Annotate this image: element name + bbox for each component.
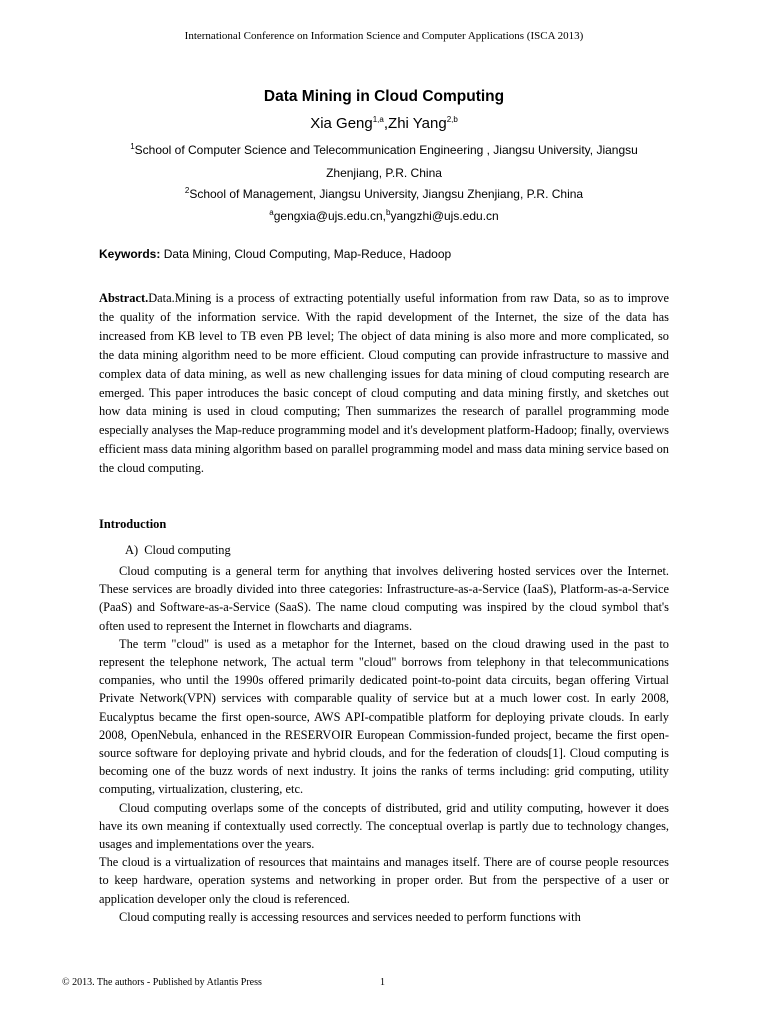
paper-title: Data Mining in Cloud Computing	[263, 88, 505, 105]
email-2-superscript: b	[386, 208, 391, 217]
abstract-text: Data.Mining is a process of extracting potentially useful information from raw Data, so as to improve the quality of the information service. With the rapid development of the Internet, the size of the data has increased from KB level to TB even PB level; The object of data mining is also more and more complicated, so the data mining algorithm need to be more efficient. Cloud computing can provide infrastructure to massive and complex data of data mining, as well as new challenging issues for data mining of cloud computing research are emerged. This paper introduces the basic concept of cloud computing and data mining firstly, and sketches out how data mining is used in cloud computing; Then summarizes the research of parallel programming mode especially analyses the Map-reduce programming model and it's development platform-Hadoop; finally, overviews efficient mass data mining algorithm based on parallel programming model and mass data mining service based on the cloud computing.	[99, 291, 669, 476]
affiliation-2-superscript: 2	[184, 186, 190, 195]
keywords	[99, 247, 679, 261]
author-1-name: Xia Geng	[310, 115, 373, 132]
affiliation-1-superscript: 1	[130, 142, 135, 151]
section-heading-introduction: Introduction	[99, 517, 167, 531]
email-1: gengxia@ujs.edu.cn,	[273, 209, 386, 223]
affiliation-1-line-2: Zhenjiang, P.R. China	[326, 166, 442, 180]
keywords-label: Keywords:	[99, 247, 161, 261]
paragraph-5: Cloud computing really is accessing resources and services needed to perform functions with	[119, 909, 581, 924]
abstract	[99, 289, 669, 478]
paragraph-3: Cloud computing overlaps some of the concepts of distributed, grid and utility computing, however it does have its own meaning if contextually used correctly. The conceptual overlap is partly due to technology changes, usages and implementations over the years.	[99, 800, 669, 852]
author-line: Xia Geng$^{1,a}$,Zhi Yang$^{2,b}$	[310, 115, 458, 132]
affiliation-1-text: School of Computer Science and Telecommunication Engineering , Jiangsu University, Jiangsu	[134, 143, 638, 157]
affiliation-2	[0, 183, 768, 206]
email-1-superscript: a	[269, 208, 274, 217]
subsection-heading-cloud-computing: A) Cloud computing	[125, 543, 231, 557]
page-number: 1	[380, 977, 385, 988]
paragraph-2: The term "cloud" is used as a metaphor for the Internet, based on the cloud drawing used in the past to represent the telephone network, The actual term "cloud" borrows from telephony in that telecommunications companies, who until the 1990s offered primarily dedicated point-to-point data circuits, began offering Virtual Private Network(VPN) services with comparable quality of service but at a much lower cost. In early 2008, Eucalyptus became the first open-source, AWS API-compatible platform for deploying private clouds. In early 2008, OpenNebula, enhanced in the RESERVOIR European Commission-funded project, became the first open-source software for deploying private and hybrid clouds, and for the federation of clouds[1]. Cloud computing is becoming one of the buzz words of next industry. It joins the ranks of terms including: grid computing, utility computing, virtualization, clustering, etc.	[99, 636, 669, 797]
abstract-label: Abstract.	[99, 291, 149, 305]
keywords-text: Data Mining, Cloud Computing, Map-Reduce, Hadoop	[160, 247, 452, 261]
author-1-superscript: 1,a	[372, 115, 384, 124]
paragraph-1: Cloud computing is a general term for anything that involves delivering hosted services over the Internet. These services are broadly divided into three categories: Infrastructure-as-a-Service (IaaS), Platform-as-a-Service (PaaS) and Software-as-a-Service (SaaS). The name cloud computing was inspired by the cloud symbol that's often used to represent the Internet in flowcharts and diagrams.	[99, 564, 669, 633]
footer-copyright: © 2013. The authors - Published by Atlantis Press	[62, 977, 262, 988]
email-2: yangzhi@ujs.edu.cn	[390, 209, 499, 223]
body-text	[99, 562, 669, 926]
author-2-superscript: 2,b	[446, 115, 458, 124]
running-header: International Conference on Information Science and Computer Applications (ISCA 2013)	[184, 30, 584, 42]
affiliation-1	[0, 139, 768, 185]
affiliation-2-text: School of Management, Jiangsu University, Jiangsu Zhenjiang, P.R. China	[189, 187, 584, 201]
paragraph-4: The cloud is a virtualization of resources that maintains and manages itself. There are of course people resources to keep hardware, operation systems and networking in proper order. But from the perspective of a user or application developer only the cloud is referenced.	[99, 855, 669, 906]
author-emails	[0, 205, 768, 228]
author-2-name: Zhi Yang	[388, 115, 447, 132]
